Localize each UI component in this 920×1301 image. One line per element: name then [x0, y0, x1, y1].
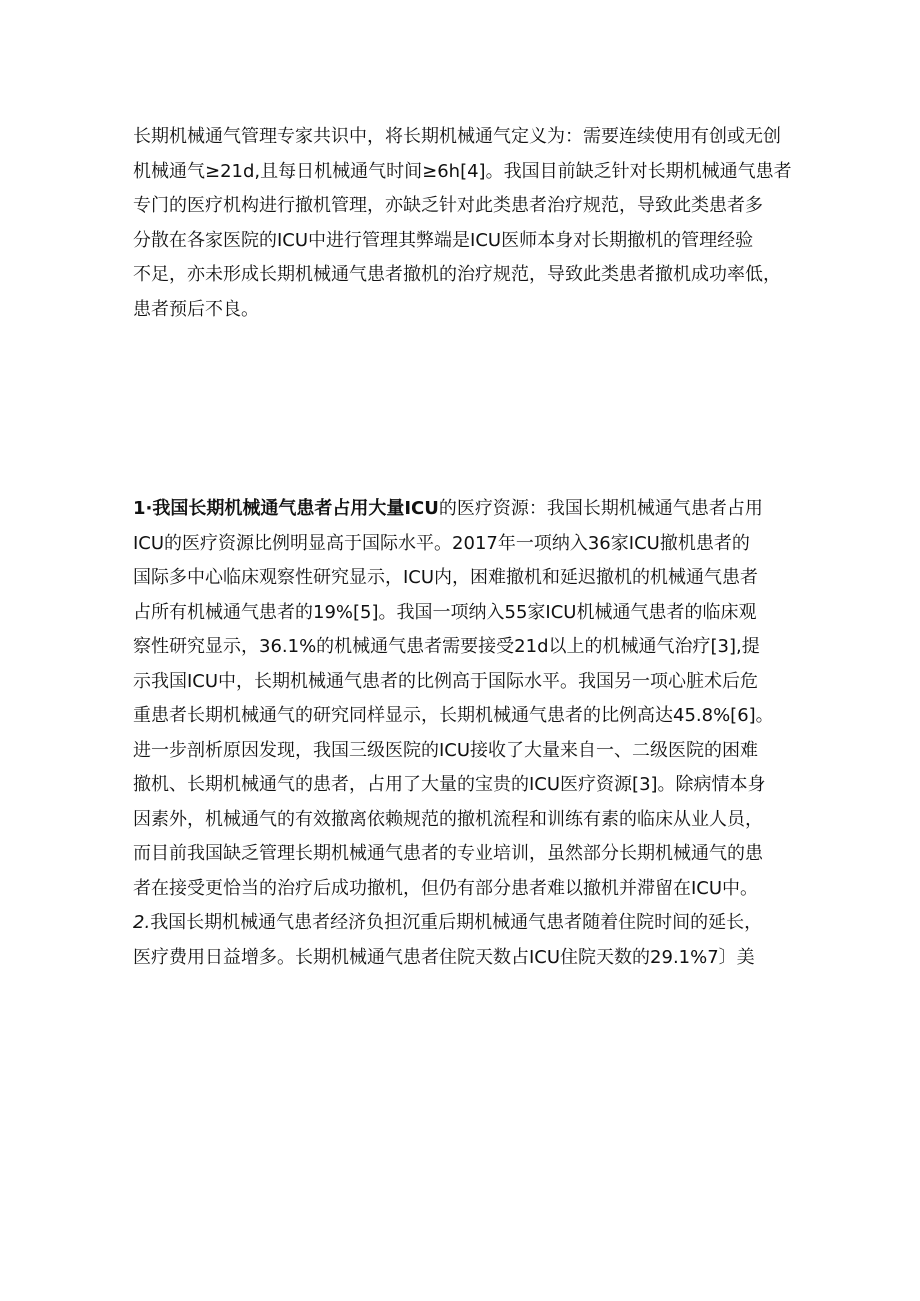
text-line-heading	[133, 492, 813, 527]
text-line: 国际多中心临床观察性研究显示，ICU内，困难撤机和延迟撤机的机械通气患者	[133, 567, 759, 588]
text-line: 撤机、长期机械通气的患者，占用了大量的宝贵的ICU医疗资源[3]。除病情本身	[133, 774, 766, 795]
text-line-item-2	[133, 906, 813, 941]
text-line: 者在接受更恰当的治疗后成功撤机，但仍有部分患者难以撤机并滞留在ICU中。	[133, 877, 759, 899]
text-line: 医疗费用日益增多。长期机械通气患者住院天数占ICU住院天数的29.1%7〕美	[133, 946, 755, 968]
heading-rest: 的医疗资源：我国长期机械通气患者占用	[438, 498, 763, 519]
text-line: 察性研究显示，36.1%的机械通气患者需要接受21d以上的机械通气治疗[3],提	[133, 636, 760, 657]
item-2-text: 我国长期机械通气患者经济负担沉重后期机械通气患者随着住院时间的延长，	[150, 912, 763, 933]
text-line: 重患者长期机械通气的研究同样显示，长期机械通气患者的比例高达45.8%[6]。	[133, 705, 774, 726]
paragraph-resources	[133, 492, 813, 975]
text-line: 因素外，机械通气的有效撤离依赖规范的撤机流程和训练有素的临床从业人员，	[133, 808, 763, 830]
text-line: 分散在各家医院的ICU中进行管理其弊端是ICU医师本身对长期撤机的管理经验	[133, 229, 754, 251]
text-line: 而目前我国缺乏管理长期机械通气患者的专业培训，虽然部分长期机械通气的患	[133, 843, 763, 864]
text-line: 进一步剖析原因发现，我国三级医院的ICU接收了大量来自一、二级医院的困难	[133, 739, 759, 761]
text-line: 长期机械通气管理专家共识中，将长期机械通气定义为：需要连续使用有创或无创	[133, 126, 781, 147]
text-line: 患者预后不良。	[133, 298, 259, 320]
text-line: 不足，亦未形成长期机械通气患者撤机的治疗规范，导致此类患者撤机成功率低，	[133, 264, 781, 285]
text-line: 机械通气≥21d,且每日机械通气时间≥6h[4]。我国目前缺乏针对长期机械通气患者	[133, 160, 792, 182]
section-heading-1: 1·我国长期机械通气患者占用大量ICU	[133, 498, 439, 519]
text-line: 示我国ICU中，长期机械通气患者的比例高于国际水平。我国另一项心脏术后危	[133, 670, 759, 692]
paragraph-definition	[133, 120, 813, 327]
text-line: 专门的医疗机构进行撤机管理，亦缺乏针对此类患者治疗规范，导致此类患者多	[133, 195, 763, 216]
text-line: ICU的医疗资源比例明显高于国际水平。2017年一项纳入36家ICU撤机患者的	[133, 532, 750, 554]
item-number-2: 2.	[133, 912, 151, 933]
text-line: 占所有机械通气患者的19%[5]。我国一项纳入55家ICU机械通气患者的临床观	[133, 601, 757, 623]
